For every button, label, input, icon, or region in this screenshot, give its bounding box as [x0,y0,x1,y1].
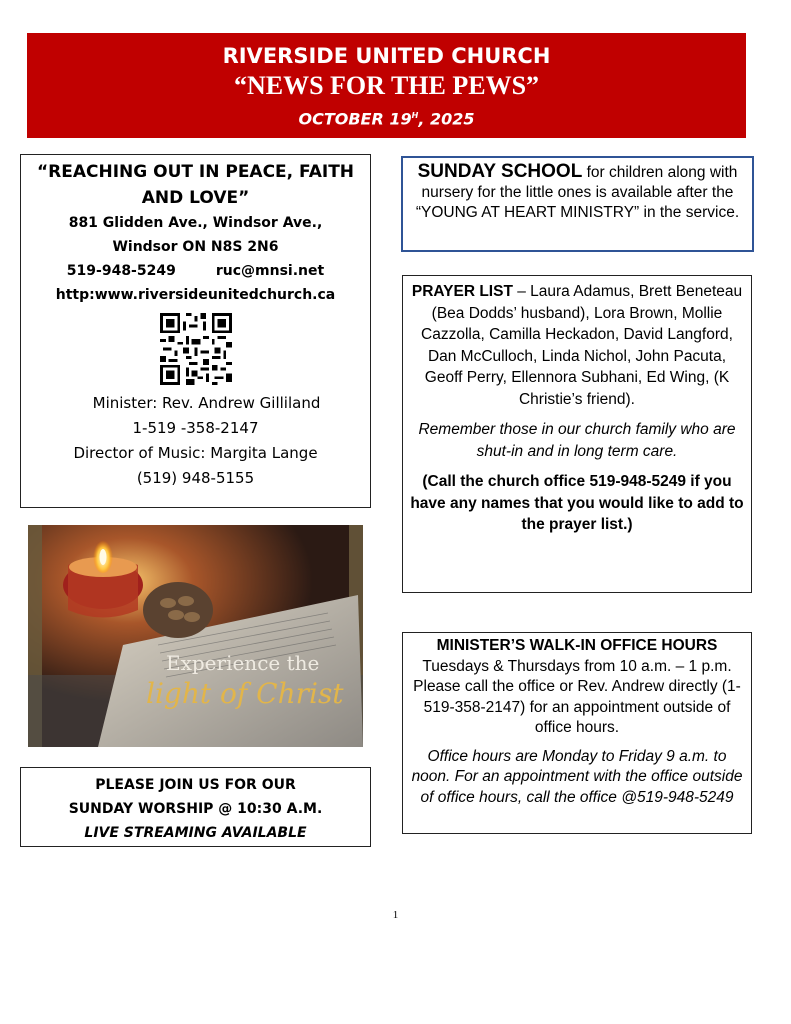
prayer-list-names-block [409,281,745,410]
photo-caption-line-2: light of Christ [146,677,344,710]
church-website[interactable]: http:www.riversideunitedchurch.ca [55,287,336,303]
qr-code-icon [160,313,232,385]
page-number: 1 [392,909,399,921]
address-line-1: 881 Glidden Ave., Windsor Ave., [68,215,323,231]
sunday-school-text: for children along with nursery for the little ones is available after the “YOUNG AT HEART MINISTRY” in the service. [415,164,740,221]
office-hours-box [402,632,752,834]
sunday-school-heading: SUNDAY SCHOOL [417,161,583,182]
newsletter-date: OCTOBER $19^H$, 2025 [298,109,475,129]
music-director-name: Director of Music: Margita Lange [73,444,318,462]
church-name: RIVERSIDE UNITED CHURCH [222,44,551,68]
church-motto: “REACHING OUT IN PEACE, FAITH AND LOVE” [36,162,355,208]
contact-box [20,154,371,508]
office-hours-text: Tuesdays & Thursdays from 10 a.m. – 1 p.m. Please call the office or Rev. Andrew directly (1-519-358-2147) for an appointment outside of office hours. [413,657,741,736]
worship-box [20,767,371,847]
phone-email-row [21,259,370,283]
newsletter-title: “NEWS FOR THE PEWS” [233,71,540,100]
music-director-phone: (519) 948-5155 [136,469,255,487]
candle-bible-photo [28,525,363,747]
photo-caption-line-1: Experience the [166,651,320,675]
address-line-2: Windsor ON N8S 2N6 [112,239,279,255]
office-hours-heading: MINISTER’S WALK-IN OFFICE HOURS [436,637,718,654]
minister-phone: 1-519 -358-2147 [132,419,259,437]
prayer-call-note: (Call the church office 519-948-5249 if you have any names that you would like to add to the prayer list.) [410,473,744,533]
live-streaming-note: LIVE STREAMING AVAILABLE [84,825,307,841]
worship-invite: PLEASE JOIN US FOR OUR [95,777,296,793]
prayer-list-names: – Laura Adamus, Brett Beneteau (Bea Dodds’ husband), Lora Brown, Mollie Cazzolla, Camilla Heckadon, David Langford, Dan McCulloch, Linda Nichol, John Pacuta, Geoff Perry, Ellennora Subhani, Ed Wing, (K Christie’s friend). [421,283,743,408]
prayer-list-box [402,275,752,593]
church-email[interactable]: ruc@mnsi.net [215,263,325,279]
minister-name: Minister: Rev. Andrew Gilliland [92,394,321,412]
newsletter-header [27,33,746,138]
church-phone: 519-948-5249 [66,263,176,279]
prayer-remember-note: Remember those in our church family who are shut-in and in long term care. [418,421,736,460]
office-hours-note: Office hours are Monday to Friday 9 a.m. to noon. For an appointment with the office outside of office hours, call the office @519-948-5249 [411,747,743,806]
sunday-school-box [401,156,754,252]
worship-time: SUNDAY WORSHIP @ 10:30 A.M. [68,801,323,817]
prayer-list-heading: PRAYER LIST [411,283,513,300]
